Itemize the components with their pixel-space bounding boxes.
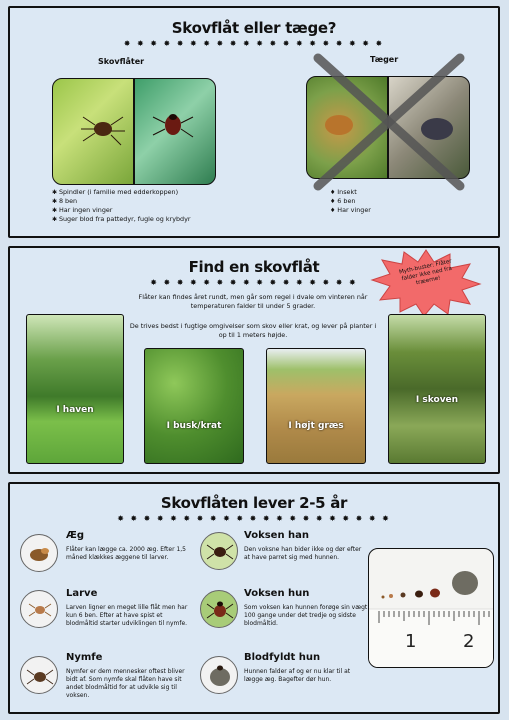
stage-name: Nymfe <box>66 652 103 663</box>
forest-photo <box>388 314 486 464</box>
tick-photo-1 <box>52 78 134 185</box>
list-item: ✱ Har ingen vinger <box>52 206 191 215</box>
title-underline-dots: ✸ ✸ ✸ ✸ ✸ ✸ ✸ ✸ ✸ ✸ ✸ ✸ ✸ ✸ ✸ ✸ ✸ ✸ ✸ ✸ <box>123 39 385 48</box>
cross-out-icon <box>310 52 470 192</box>
stage-name: Æg <box>66 530 85 541</box>
place-label: I højt græs <box>288 421 344 431</box>
intro-text-2: De trives bedst i fugtige omgivelser som skov eller krat, og lever på planter i op til 1 meters højde. <box>129 322 377 339</box>
place-label: I haven <box>56 405 94 415</box>
tick-image-icon <box>53 79 134 185</box>
tick-or-bug-panel <box>8 6 500 238</box>
bush-photo <box>144 348 244 464</box>
nymph-photo <box>20 656 58 694</box>
bugs-facts-list <box>330 188 371 215</box>
stage-name: Blodfyldt hun <box>244 652 321 663</box>
title-underline-dots: ✸ ✸ ✸ ✸ ✸ ✸ ✸ ✸ ✸ ✸ ✸ ✸ ✸ ✸ ✸ ✸ <box>150 278 358 287</box>
place-label: I busk/krat <box>166 421 222 431</box>
nymph-icon <box>21 657 58 694</box>
egg-photo <box>20 534 58 572</box>
section2-title: Find en skovflåt <box>188 258 320 276</box>
bugs-label: Tæger <box>370 55 399 64</box>
stage-name: Voksen hun <box>244 588 310 599</box>
ruler-image <box>369 549 494 668</box>
intro-text-1: Flåter kan findes året rundt, men går som regel i dvale om vinteren når temperaturen falder til under 5 grader. <box>138 293 368 310</box>
adult-male-icon <box>201 533 238 570</box>
stage-text: Larven ligner en meget lille flåt men har kun 6 ben. Efter at have spist et blodmåltid starter udviklingen til nymfe. <box>66 604 188 627</box>
list-item: ✱ Suger blod fra pattedyr, fugle og krybdyr <box>52 215 191 224</box>
tick-image-icon <box>135 79 216 185</box>
ruler-photo <box>368 548 494 668</box>
stage-name: Voksen han <box>244 530 310 541</box>
garden-photo <box>26 314 124 464</box>
lifecycle-panel <box>8 482 500 714</box>
engorged-female-photo <box>200 656 238 694</box>
adult-male-photo <box>200 532 238 570</box>
larva-icon <box>21 591 58 628</box>
adult-female-icon <box>201 591 238 628</box>
title-underline-dots: ✸ ✸ ✸ ✸ ✸ ✸ ✸ ✸ ✸ ✸ ✸ ✸ ✸ ✸ ✸ ✸ ✸ ✸ ✸ ✸ ✸ <box>117 514 391 523</box>
section1-title: Skovflåt eller tæge? <box>171 19 337 37</box>
larva-photo <box>20 590 58 628</box>
stage-text: Nymfer er dem mennesker oftest bliver bidt af. Som nymfe skal flåten have sit andet blodmåltid for at udvikle sig til voksen. <box>66 668 185 699</box>
stage-name: Larve <box>66 588 98 599</box>
stage-text: Flåter kan lægge ca. 2000 æg. Efter 1,5 måned klækkes æggene til larver. <box>66 546 186 561</box>
stage-text: Som voksen kan hunnen forøge sin vægt 100 gange under det tredje og sidste blodmåltid. <box>244 604 368 627</box>
ruler-label: 2 <box>463 631 475 652</box>
stage-text: Den voksne han bider ikke og dør efter at have parret sig med hunnen. <box>244 546 362 561</box>
egg-icon <box>21 535 58 572</box>
ticks-facts-list <box>52 188 191 224</box>
section3-title: Skovflåten lever 2-5 år <box>160 494 348 512</box>
engorged-female-icon <box>201 657 238 694</box>
list-item: ✱ Spindler (i familie med edderkoppen) <box>52 188 191 197</box>
tall-grass-photo <box>266 348 366 464</box>
ruler-label: 1 <box>405 631 417 652</box>
find-tick-panel <box>8 246 500 474</box>
adult-female-photo <box>200 590 238 628</box>
place-label: I skoven <box>415 395 459 405</box>
ticks-label: Skovflåter <box>98 57 145 66</box>
list-item: ✱ 8 ben <box>52 197 191 206</box>
tick-photo-2 <box>134 78 216 185</box>
list-item: ♦ Insekt <box>330 188 371 197</box>
list-item: ♦ 6 ben <box>330 197 371 206</box>
list-item: ♦ Har vinger <box>330 206 371 215</box>
stage-text: Hunnen falder af og er nu klar til at lægge æg. Bagefter dør hun. <box>244 668 351 683</box>
myth-buster-text: Myth-buster: Flåter falder ikke ned fra træerne! <box>398 258 453 287</box>
